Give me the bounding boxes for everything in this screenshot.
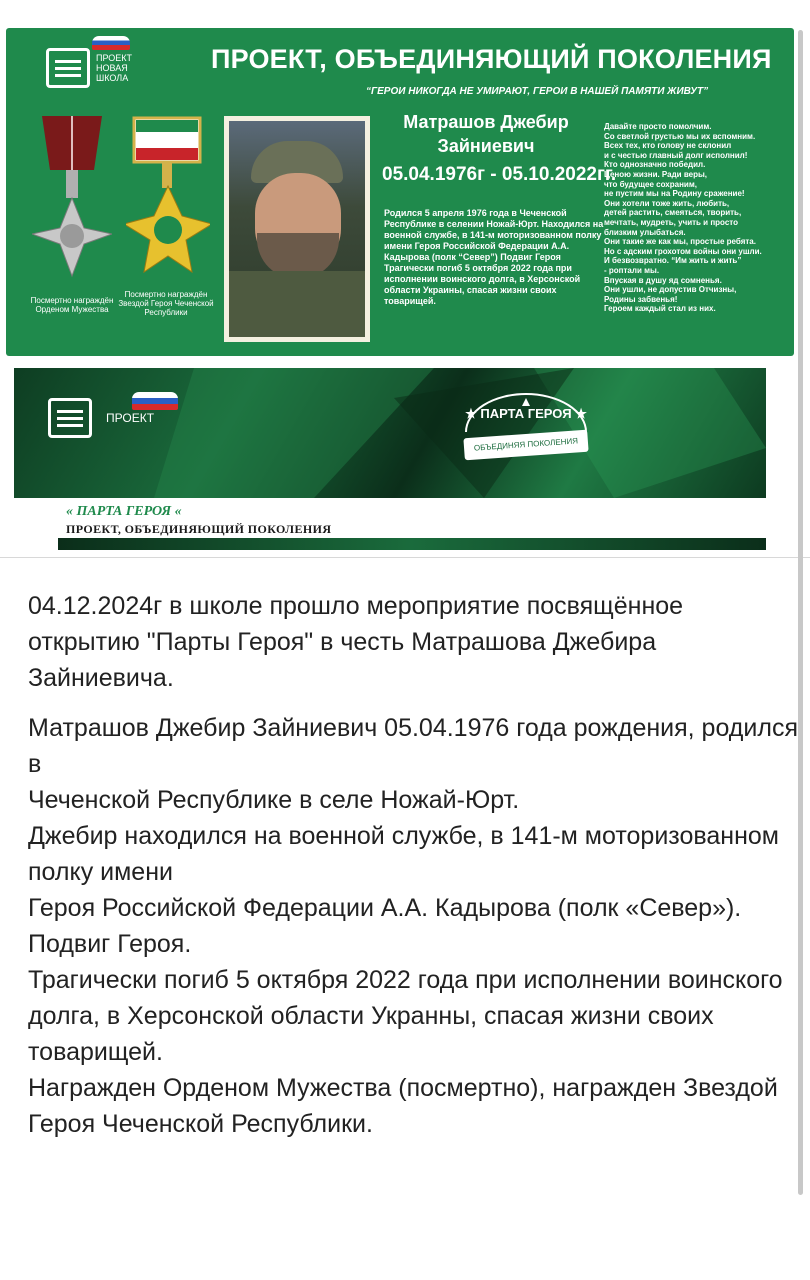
parta-ribbon: ОБЪЕДИНЯЯ ПОКОЛЕНИЯ (463, 430, 588, 461)
post-body (28, 588, 798, 1156)
flag-icon (132, 392, 178, 410)
uniform-shape (229, 271, 365, 337)
hero-photo (224, 116, 370, 342)
parta-geroya-banner (14, 368, 766, 498)
logo-text: ПРОЕКТ НОВАЯ ШКОЛА (96, 53, 133, 83)
memorial-poem: Давайте просто помолчим. Со светлой грустью мы их вспомним. Всех тех, кто голову не склонил и с честью главный долг исполнил! Кто однозначно победил. Ценою жизни. Ради веры, что будущее сохраним, не пустим мы на Родину сражение! Они хотели тоже жить, любить, детей растить, смеяться, творить, мечтать, мудреть, учить и просто близким улыбаться. Они такие же как мы, простые ребята. Но с адским грохотом войны они ушли. И безвозвратно. “Им жить и жить” - роптали мы. Впуская в душу яд сомненья. Они ушли, не допустив Отчизны, Родины забвенья! Героем каждый стал из них. (604, 122, 762, 314)
hero-dates: 05.04.1976г - 05.10.2022гг. (382, 164, 617, 185)
post-paragraph-1: 04.12.2024г в школе прошло мероприятие посвящённое открытию "Парты Героя" в честь Матрашова Джебира Зайниевича. (28, 592, 684, 692)
hero-name: Матрашов Джебир Зайниевич (403, 112, 569, 156)
strip-title: « ПАРТА ГЕРОЯ « (66, 504, 182, 519)
memorial-banner (6, 28, 794, 356)
hero-bio: Родился 5 апреля 1976 года в Чеченской Республике в селении Ножай-Юрт. Находился на военной службе, в 141-м моторизованном полку имени Героя Российской Федерации А.А. Кадырова (полк “Север”) Подвиг Героя Трагически погиб 5 октября 2022 года при исполнении воинского долга, в Херсонской области Украины, спасая жизни своих товарищей. (384, 208, 604, 306)
order-of-courage-icon (32, 110, 112, 300)
strip-subtitle: ПРОЕКТ, ОБЪЕДИНЯЮЩИЙ ПОКОЛЕНИЯ (66, 522, 332, 536)
parta-emblem (456, 392, 596, 460)
strip-bar (58, 538, 766, 550)
medal2-label: Посмертно награждён Звездой Героя Чеченской Республики (118, 290, 214, 317)
medal1-label: Посмертно награждён Орденом Мужества (30, 296, 114, 314)
logo-text: ПРОЕКТ (106, 411, 155, 425)
new-school-logo (46, 48, 144, 88)
banner-title: ПРОЕКТ, ОБЪЕДИНЯЮЩИЙ ПОКОЛЕНИЯ (211, 44, 772, 74)
hero-star-icon (126, 112, 210, 292)
banner-subtitle: “ГЕРОИ НИКОГДА НЕ УМИРАЮТ, ГЕРОИ В НАШЕЙ ПАМЯТИ ЖИВУТ” (366, 86, 709, 97)
book-icon (48, 398, 92, 438)
flag-icon (92, 36, 130, 50)
post-paragraph-2: Матрашов Джебир Зайниевич 05.04.1976 года рождения, родился в Чеченской Республике в селе Ножай-Юрт. Джебир находился на военной службе, в 141-м моторизованном полку имени Героя Российской Федерации А.А. Кадырова (полк «Север»). Подвиг Героя. Трагически погиб 5 октября 2022 года при исполнении воинского долга, в Херсонской области Укранны, спасая жизни своих товарищей. Награжден Орденом Мужества (посмертно), награжден Звездой Героя Чеченской Республики. (28, 714, 798, 1138)
parta-title: ★ ПАРТА ГЕРОЯ ★ (465, 406, 587, 421)
divider (0, 557, 810, 558)
scrollbar[interactable] (798, 30, 803, 1195)
book-icon (46, 48, 90, 88)
